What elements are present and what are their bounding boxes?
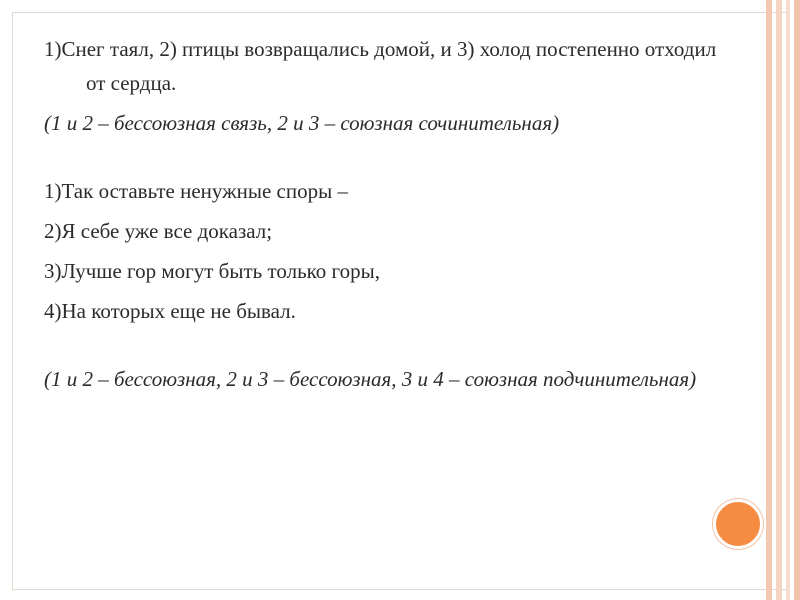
slide-content [44, 32, 724, 396]
example-analysis-2: (1 и 2 – бессоюзная, 2 и 3 – бессоюзная, 3 и 4 – союзная подчинительная) [44, 367, 697, 391]
decorative-stripe [786, 0, 790, 600]
decorative-circle [713, 499, 763, 549]
decorative-stripe [776, 0, 782, 600]
poem-line-3: 3)Лучше гор могут быть только горы, [44, 259, 380, 283]
example-sentence-1: 1)Снег таял, 2) птицы возвращались домой, и 3) холод постепенно отходил от сердца. [44, 37, 717, 95]
decorative-stripe [794, 0, 800, 600]
decorative-stripe [766, 0, 772, 600]
poem-line-2: 2)Я себе уже все доказал; [44, 219, 273, 243]
poem-line-4: 4)На которых еще не бывал. [44, 299, 296, 323]
example-analysis-1: (1 и 2 – бессоюзная связь, 2 и 3 – союзная сочинительная) [44, 111, 560, 135]
poem-line-1: 1)Так оставьте ненужные споры – [44, 179, 348, 203]
